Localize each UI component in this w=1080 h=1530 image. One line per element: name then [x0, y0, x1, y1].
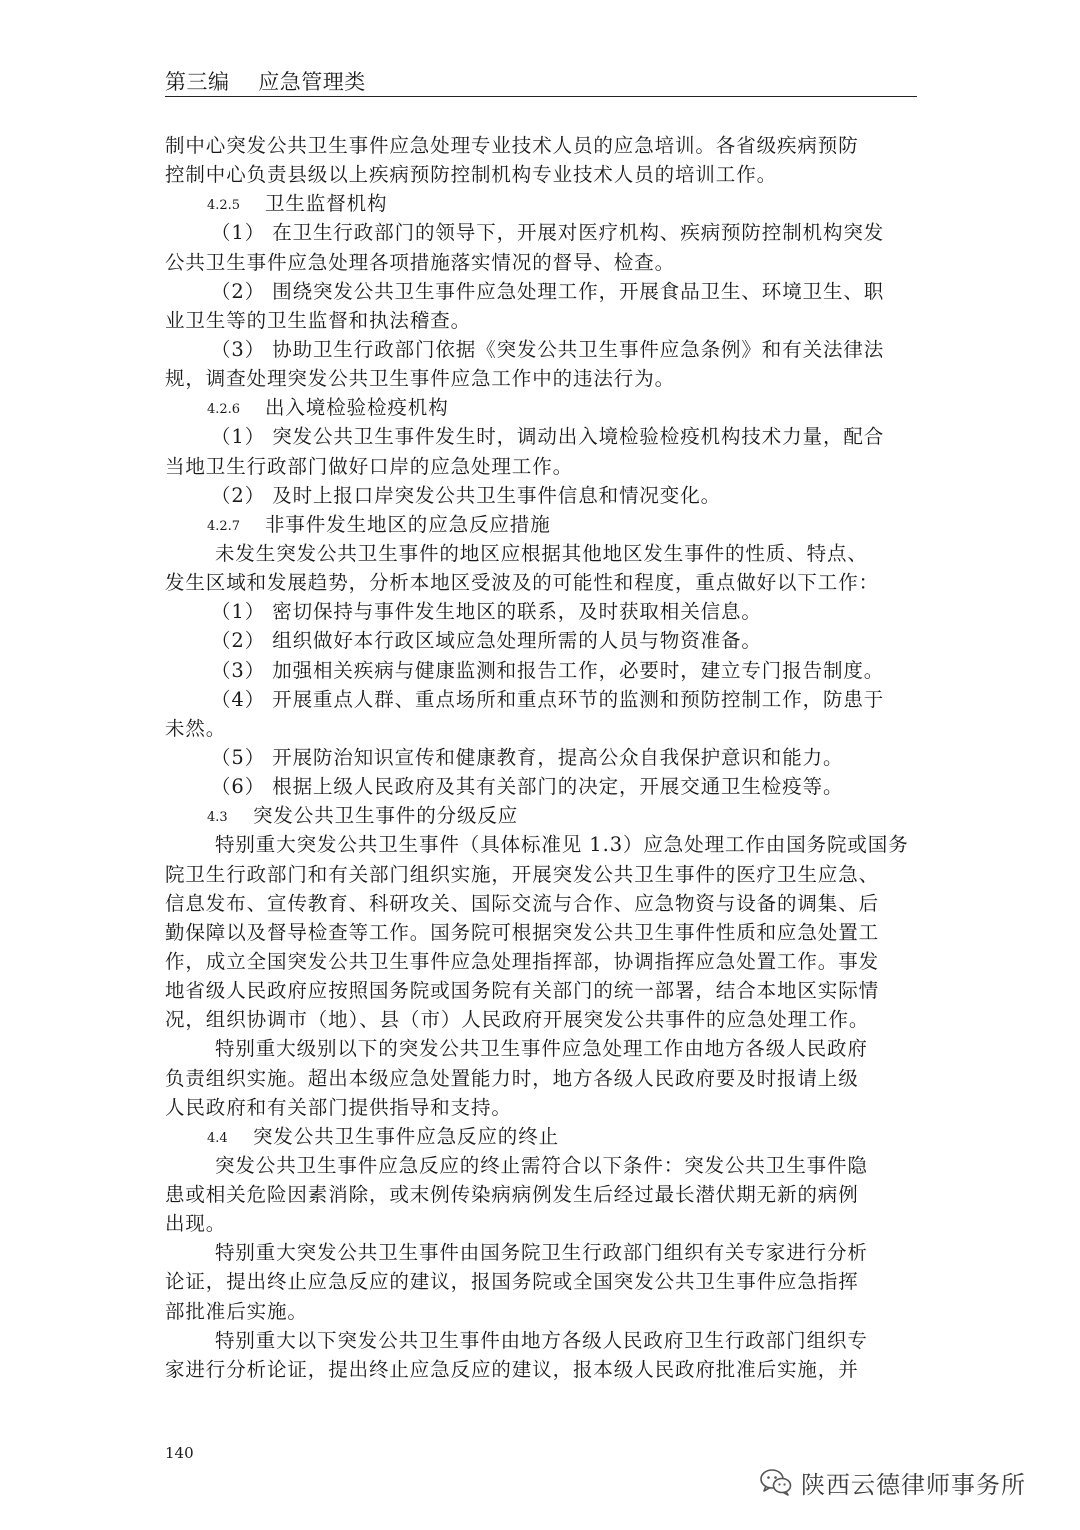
section-title: 非事件发生地区的应急反应措施	[265, 512, 551, 536]
watermark	[759, 1462, 1026, 1502]
text-line: 论证，提出终止应急反应的建议，报国务院或全国突发公共卫生事件应急指挥	[165, 1270, 859, 1294]
text-line: 患或相关危险因素消除，或末例传染病病例发生后经过最长潜伏期无新的病例	[165, 1183, 859, 1207]
document-body	[165, 131, 910, 1384]
text-line: 况，组织协调市（地）、县（市）人民政府开展突发公共事件的应急处理工作。	[165, 1008, 870, 1032]
text-line: 家进行分析论证，提出终止应急反应的建议，报本级人民政府批准后实施，并	[165, 1357, 859, 1381]
text-line: 未发生突发公共卫生事件的地区应根据其他地区发生事件的性质、特点、	[215, 541, 868, 565]
section-heading-4-2-6	[165, 393, 910, 422]
text-line: 勤保障以及督导检查等工作。国务院可根据突发公共卫生事件性质和应急处置工	[165, 920, 880, 944]
text-line: （1） 密切保持与事件发生地区的联系，及时获取相关信息。	[211, 600, 762, 624]
text-line: 特别重大突发公共卫生事件（具体标准见 1.3）应急处理工作由国务院或国务	[215, 833, 909, 857]
text-line: 未然。	[165, 716, 227, 740]
text-line: 公共卫生事件应急处理各项措施落实情况的督导、检查。	[165, 250, 676, 274]
watermark-text: 陕西云德律师事务所	[801, 1470, 1026, 1499]
text-line: （2） 及时上报口岸突发公共卫生事件信息和情况变化。	[211, 483, 722, 507]
section-number: 4.3	[207, 810, 228, 826]
text-line: 作，成立全国突发公共卫生事件应急处理指挥部，协调指挥应急处置工作。事发	[165, 949, 880, 973]
page-header	[165, 64, 917, 97]
section-title: 突发公共卫生事件应急反应的终止	[253, 1124, 560, 1148]
text-line: 控制中心负责县级以上疾病预防控制机构专业技术人员的培训工作。	[165, 163, 778, 187]
text-line: 院卫生行政部门和有关部门组织实施，开展突发公共卫生事件的医疗卫生应急、	[165, 862, 880, 886]
text-line: 人民政府和有关部门提供指导和支持。	[165, 1095, 512, 1119]
wechat-icon	[759, 1467, 793, 1497]
text-line: （3） 加强相关疾病与健康监测和报告工作，必要时，建立专门报告制度。	[211, 658, 885, 682]
section-heading-4-3	[165, 801, 910, 830]
text-line: 部批准后实施。	[165, 1299, 308, 1323]
text-line: 制中心突发公共卫生事件应急处理专业技术人员的应急培训。各省级疾病预防	[165, 134, 859, 157]
section-number: 4.2.5	[207, 198, 241, 214]
section-title: 卫生监督机构	[265, 192, 388, 216]
text-line: 特别重大以下突发公共卫生事件由地方各级人民政府卫生行政部门组织专	[215, 1328, 868, 1352]
text-line: 地省级人民政府应按照国务院或国务院有关部门的统一部署，结合本地区实际情	[165, 979, 880, 1003]
section-number: 4.4	[207, 1130, 228, 1146]
text-line: 突发公共卫生事件应急反应的终止需符合以下条件：突发公共卫生事件隐	[215, 1153, 868, 1177]
text-line: （1） 突发公共卫生事件发生时，调动出入境检验检疫机构技术力量，配合	[211, 425, 885, 449]
text-line: 发生区域和发展趋势，分析本地区受波及的可能性和程度，重点做好以下工作：	[165, 571, 880, 595]
section-heading-4-2-7	[165, 510, 910, 539]
text-line: 信息发布、宣传教育、科研攻关、国际交流与合作、应急物资与设备的调集、后	[165, 891, 880, 915]
section-heading-4-4	[165, 1122, 910, 1151]
text-line: 规，调查处理突发公共卫生事件应急工作中的违法行为。	[165, 367, 676, 391]
text-line: （2） 组织做好本行政区域应急处理所需的人员与物资准备。	[211, 629, 762, 653]
text-line: 特别重大突发公共卫生事件由国务院卫生行政部门组织有关专家进行分析	[215, 1241, 868, 1265]
text-line: 业卫生等的卫生监督和执法稽查。	[165, 308, 472, 332]
header-title: 第三编 应急管理类	[165, 70, 366, 94]
section-title: 突发公共卫生事件的分级反应	[253, 804, 519, 828]
text-line: 特别重大级别以下的突发公共卫生事件应急处理工作由地方各级人民政府	[215, 1037, 868, 1061]
text-line: 负责组织实施。超出本级应急处置能力时，地方各级人民政府要及时报请上级	[165, 1066, 859, 1090]
text-line: 当地卫生行政部门做好口岸的应急处理工作。	[165, 454, 574, 478]
text-line: 出现。	[165, 1212, 227, 1236]
text-line: （5） 开展防治知识宣传和健康教育，提高公众自我保护意识和能力。	[211, 745, 844, 769]
text-line: （3） 协助卫生行政部门依据《突发公共卫生事件应急条例》和有关法律法	[211, 337, 885, 361]
section-number: 4.2.6	[207, 402, 241, 418]
page-number: 140	[165, 1444, 194, 1462]
section-title: 出入境检验检疫机构	[265, 396, 449, 420]
section-number: 4.2.7	[207, 518, 241, 534]
text-line: （2） 围绕突发公共卫生事件应急处理工作，开展食品卫生、环境卫生、职	[211, 279, 885, 303]
text-line: （4） 开展重点人群、重点场所和重点环节的监测和预防控制工作，防患于	[211, 687, 885, 711]
section-heading-4-2-5	[165, 189, 910, 218]
text-line: （6） 根据上级人民政府及其有关部门的决定，开展交通卫生检疫等。	[211, 775, 844, 799]
text-line: （1） 在卫生行政部门的领导下，开展对医疗机构、疾病预防控制机构突发	[211, 221, 885, 245]
